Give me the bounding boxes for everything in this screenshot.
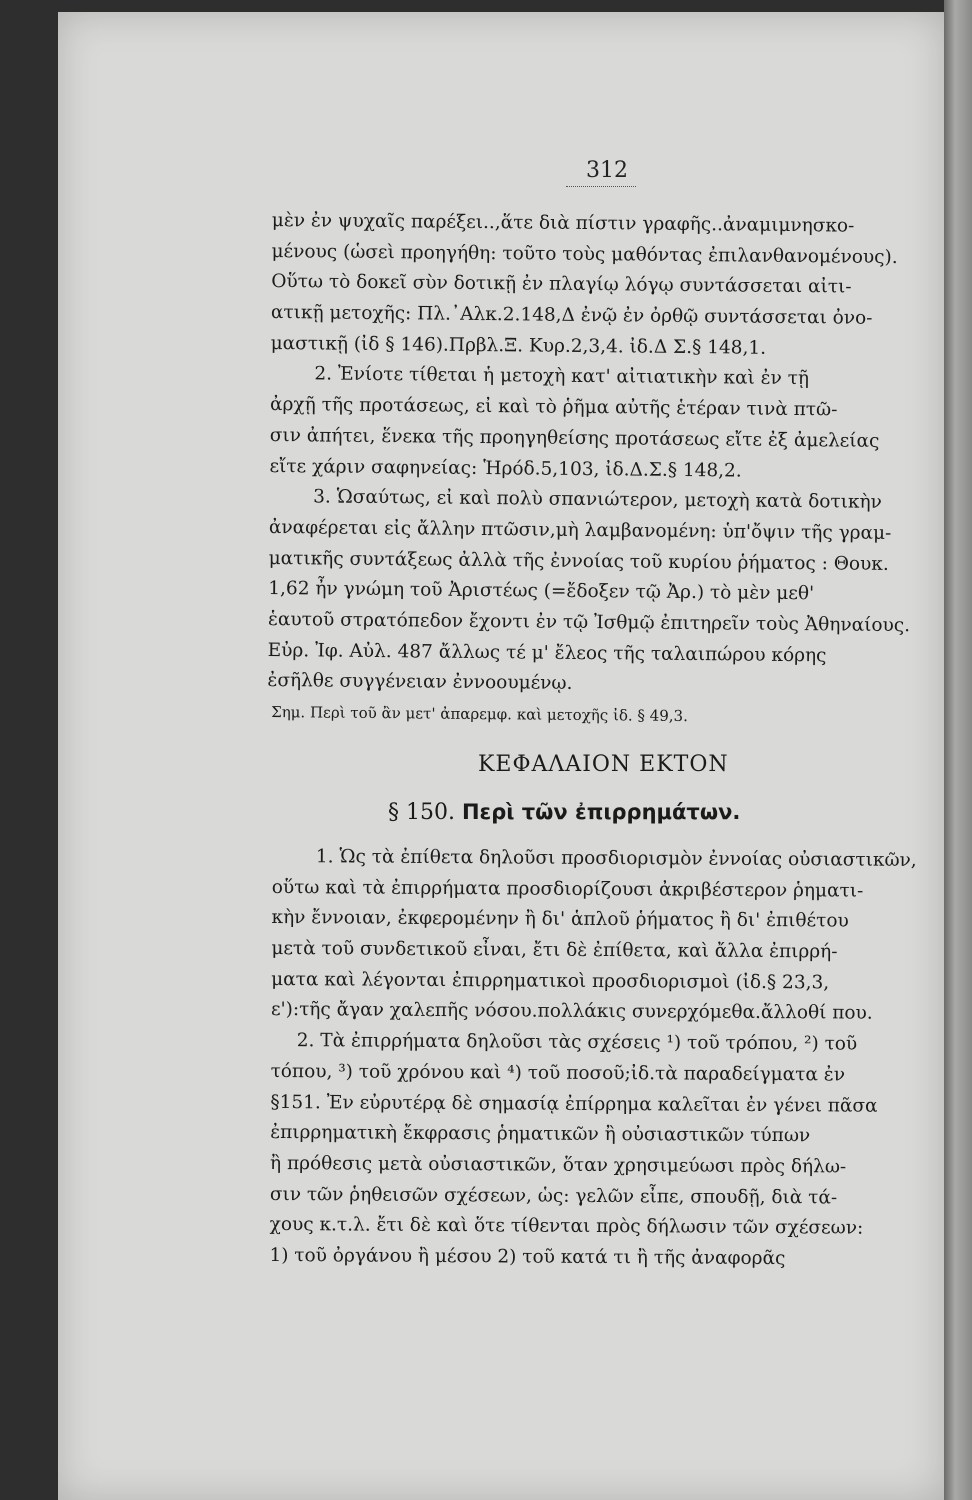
text-line: οὕτω καὶ τὰ ἐπιρρήματα προσδιορίζουσι ἀκριβέστερον ῥηματι- [271, 876, 864, 902]
text-line: σιν τῶν ῥηθεισῶν σχέσεων, ὡς: γελῶν εἶπε, σπουδῇ, διὰ τά- [269, 1183, 838, 1209]
section-number: § 150. [388, 800, 455, 825]
text-line: κὴν ἔννοιαν, ἐκφερομένην ἢ δι' ἁπλοῦ ῥήματος ἢ δι' ἐπιθέτου [271, 907, 849, 932]
page-number-rule [566, 186, 636, 187]
text-block-2 [269, 842, 917, 1275]
text-line: μὲν ἐν ψυχαῖς παρέξει..,ἅτε διὰ πίστιν γραφῆς..ἀναμιμνησκο- [271, 209, 855, 237]
page-edge [944, 0, 972, 1500]
text-line: τόπου, ³) τοῦ χρόνου καὶ ⁴) τοῦ ποσοῦ;ἰδ.τὰ παραδείγματα ἐν [270, 1060, 846, 1086]
text-line: 1) τοῦ ὀργάνου ἢ μέσου 2) τοῦ κατά τι ἢ τῆς ἀναφορᾶς [269, 1244, 786, 1270]
text-line: εἴτε χάριν σαφηνείας: Ἡρόδ.5,103, ἰδ.Δ.Σ.§ 148,2. [269, 455, 742, 482]
text-line: ἐσῆλθε συγγένειαν ἐννοουμένῳ. [267, 670, 573, 695]
text-line: ἐπιρρηματικὴ ἔκφρασις ῥηματικῶν ἢ οὐσιαστικῶν τύπων [270, 1122, 811, 1147]
text-line: σιν ἀπήτει, ἕνεκα τῆς προηγηθείσης προτάσεως εἴτε ἐξ ἀμελείας [269, 424, 880, 452]
text-line: 2. Ἐνίοτε τίθεται ἡ μετοχὴ κατ' αἰτιατικὴν καὶ ἐν τῇ [314, 363, 810, 390]
section-title: Περὶ τῶν ἐπιρρημάτων. [461, 800, 741, 824]
text-line: ἀναφέρεται εἰς ἄλλην πτῶσιν,μὴ λαμβανομένη: ὑπ'ὄψιν τῆς γραμ- [268, 516, 892, 544]
text-line: ε'):τῆς ἄγαν χαλεπῆς νόσου.πολλάκις συνερχόμεθα.ἄλλοθί που. [270, 999, 873, 1025]
text-line: 2. Τὰ ἐπιρρήματα δηλοῦσι τὰς σχέσεις ¹) τοῦ τρόπου, ²) τοῦ [296, 1030, 858, 1055]
text-line: §151. Ἐν εὐρυτέρᾳ δὲ σημασίᾳ ἐπίρρημα καλεῖται ἐν γένει πᾶσα [270, 1091, 878, 1117]
text-line: ἑαυτοῦ στρατόπεδον ἔχοντι ἐν τῷ Ἰσθμῷ ἐπιτηρεῖν τοὺς Ἀθηναίους. [267, 608, 911, 637]
text-line: 1,62 ἦν γνώμη τοῦ Ἀριστέως (=ἔδοξεν τῷ Ἀρ.) τὸ μὲν μεθ' [268, 578, 815, 605]
text-line: ἢ πρόθεσις μετὰ οὐσιαστικῶν, ὅταν χρησιμεύωσι πρὸς δήλω- [269, 1152, 847, 1178]
text-line: μένους (ὡσεὶ προηγήθη: τοῦτο τοὺς μαθόντας ἐπιλανθανομένους). [271, 240, 898, 268]
text-line: ματικῆς συντάξεως ἀλλὰ τῆς ἐννοίας τοῦ κυρίου ῥήματος : Θουκ. [268, 547, 889, 575]
section-heading [388, 800, 740, 825]
text-line: χους κ.τ.λ. ἔτι δὲ καὶ ὅτε τίθενται πρὸς δήλωσιν τῶν σχέσεων: [269, 1214, 864, 1239]
text-line: μετὰ τοῦ συνδετικοῦ εἶναι, ἔτι δὲ ἐπίθετα, καὶ ἄλλα ἐπιρρή- [271, 938, 838, 963]
text-line: ἀρχῇ τῆς προτάσεως, εἰ καὶ τὸ ῥῆμα αὐτῆς ἑτέραν τινὰ πτῶ- [269, 394, 838, 421]
text-line: 1. Ὡς τὰ ἐπίθετα δηλοῦσι προσδιορισμὸν ἐννοίας οὐσιαστικῶν, [315, 846, 917, 871]
chapter-heading: ΚΕΦΑΛΑΙΟΝ ΕΚΤΟΝ [478, 752, 729, 777]
text-block-1 [267, 206, 911, 734]
text-line: Οὕτω τὸ δοκεῖ σὺν δοτικῇ ἐν πλαγίῳ λόγῳ συντάσσεται αἰτι- [271, 271, 852, 298]
text-line: 3. Ὡσαύτως, εἰ καὶ πολὺ σπανιώτερον, μετοχὴ κατὰ δοτικὴν [313, 486, 882, 514]
page-number: 312 [586, 158, 628, 183]
text-line: μαστικῇ (ἰδ § 146).Πρβλ.Ξ. Κυρ.2,3,4. ἰδ.Δ Σ.§ 148,1. [270, 332, 767, 359]
text-line: Εὐρ. Ἰφ. Αὐλ. 487 ἄλλως τέ μ' ἔλεος τῆς ταλαιπώρου κόρης [267, 639, 827, 666]
text-line: ματα καὶ λέγονται ἐπιρρηματικοὶ προσδιορισμοὶ (ἰδ.§ 23,3, [271, 968, 830, 994]
text-line: ατικῇ μετοχῆς: Πλ.᾿Αλκ.2.148,Δ ἐνῷ ἐν ὀρθῷ συντάσσεται ὀνο- [270, 302, 873, 329]
footnote: Σημ. Περὶ τοῦ ἂν μετ' ἀπαρεμφ. καὶ μετοχῆς ἰδ. § 49,3. [271, 703, 688, 726]
